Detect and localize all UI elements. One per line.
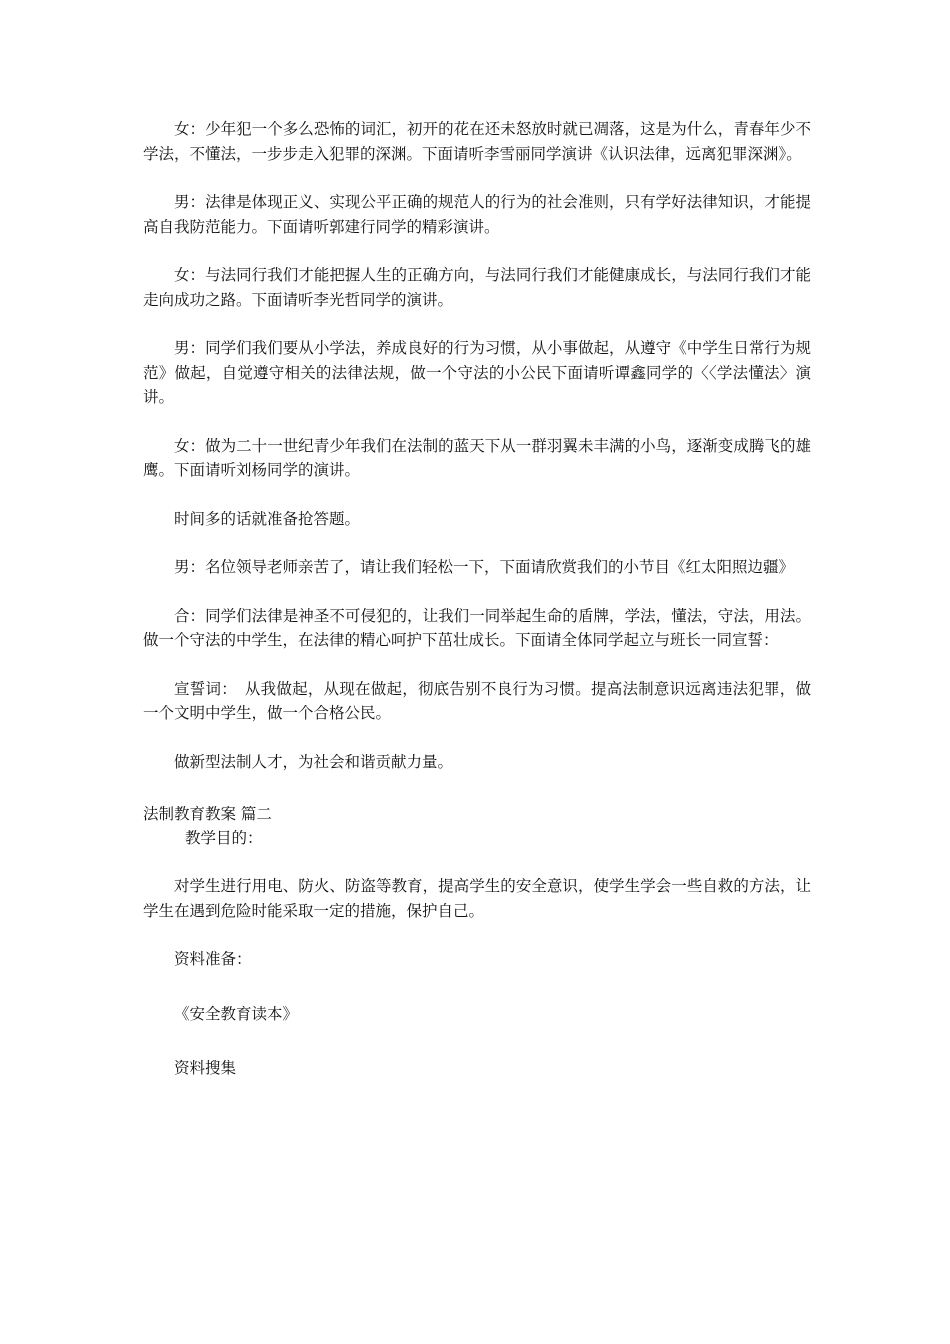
paragraph: 宣誓词： 从我做起，从现在做起，彻底告别不良行为习惯。提高法制意识远离违法犯罪，做一个文明中学生，做一个合格公民。: [143, 679, 811, 722]
paragraph: 做新型法制人才，为社会和谐贡献力量。: [174, 752, 454, 771]
document-page: [143, 117, 811, 1111]
section-title: 法制教育教案 篇二: [143, 805, 272, 823]
paragraph: 时间多的话就准备抢答题。: [174, 509, 361, 528]
paragraph: 女：少年犯一个多么恐怖的词汇，初开的花在还未怒放时就已凋落，这是为什么，青春年少不学法，不懂法，一步步走入犯罪的深渊。下面请听李雪丽同学演讲《认识法律，远离犯罪深渊》。: [143, 120, 811, 163]
paragraph: 对学生进行用电、防火、防盗等教育，提高学生的安全意识，使学生学会一些自救的方法，让学生在遇到危险时能采取一定的措施，保护自己。: [143, 877, 811, 920]
paragraph: 资料准备：: [174, 950, 252, 968]
paragraph: 女：与法同行我们才能把握人生的正确方向，与法同行我们才能健康成长，与法同行我们才能走向成功之路。下面请听李光哲同学的演讲。: [143, 266, 811, 309]
paragraph: 男：同学们我们要从小学法，养成良好的行为习惯，从小事做起，从遵守《中学生日常行为规范》做起，自觉遵守相关的法律法规，做一个守法的小公民下面请听谭鑫同学的〈〈学法懂法〉演讲。: [143, 339, 811, 406]
paragraph: 男：名位领导老师亲苦了，请让我们轻松一下，下面请欣赏我们的小节目《红太阳照边疆》: [174, 558, 795, 576]
paragraph: 男：法律是体现正义、实现公平正确的规范人的行为的社会准则，只有学好法律知识，才能提高自我防范能力。下面请听郭建行同学的精彩演讲。: [143, 193, 811, 236]
paragraph: 资料搜集: [174, 1059, 237, 1077]
paragraph: 合：同学们法律是神圣不可侵犯的，让我们一同举起生命的盾牌，学法，懂法，守法，用法。做一个守法的中学生，在法律的精心呵护下茁壮成长。下面请全体同学起立与班长一同宣誓：: [143, 606, 811, 649]
paragraph: 《安全教育读本》: [174, 1004, 299, 1023]
subheading: 教学目的：: [185, 829, 263, 847]
paragraph: 女：做为二十一世纪青少年我们在法制的蓝天下从一群羽翼未丰满的小鸟，逐渐变成腾飞的雄鹰。下面请听刘杨同学的演讲。: [143, 436, 811, 479]
